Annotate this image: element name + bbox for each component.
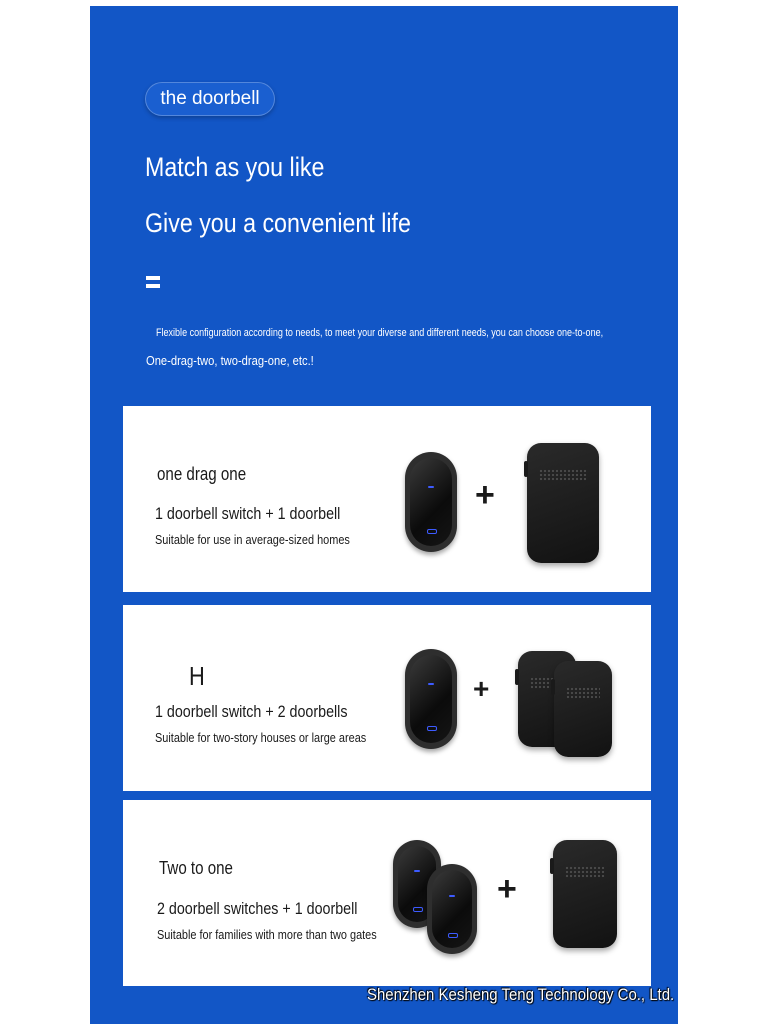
equals-mark-icon: [146, 276, 160, 292]
card-combo: 2 doorbell switches + 1 doorbell: [157, 899, 358, 918]
company-watermark: Shenzhen Kesheng Teng Technology Co., Ltd.: [367, 985, 675, 1004]
doorbell-receiver-icon: [554, 661, 612, 757]
card-suitable: Suitable for families with more than two gates: [157, 927, 377, 942]
plus-icon: +: [473, 673, 490, 704]
card-title: H: [189, 661, 205, 691]
doorbell-switch-icon: [405, 649, 457, 749]
card-title: Two to one: [159, 858, 233, 878]
category-pill: the doorbell: [145, 82, 275, 116]
card-suitable: Suitable for use in average-sized homes: [155, 532, 350, 547]
doorbell-receiver-icon: [527, 443, 599, 563]
doorbell-switch-icon: [405, 452, 457, 552]
description-line-1: Flexible configuration according to needs, to meet your diverse and different needs, you can choose one-to-one,: [156, 327, 604, 339]
plus-icon: +: [475, 476, 495, 514]
card-combo: 1 doorbell switch + 2 doorbells: [155, 702, 348, 721]
headline-primary: Match as you like: [145, 152, 325, 182]
description-line-2: One-drag-two, two-drag-one, etc.!: [146, 353, 314, 368]
plus-icon: +: [497, 870, 517, 908]
doorbell-switch-icon: [427, 864, 477, 954]
combo-card-two-to-one: [123, 800, 651, 986]
card-combo: 1 doorbell switch + 1 doorbell: [155, 504, 341, 523]
combo-card-one-drag-one: [123, 406, 651, 592]
card-title: one drag one: [157, 464, 247, 484]
combo-card-one-drag-two: [123, 605, 651, 791]
doorbell-receiver-icon: [553, 840, 617, 948]
card-suitable: Suitable for two-story houses or large areas: [155, 730, 367, 745]
promo-panel: [90, 6, 678, 1024]
headline-secondary: Give you a convenient life: [145, 208, 411, 238]
